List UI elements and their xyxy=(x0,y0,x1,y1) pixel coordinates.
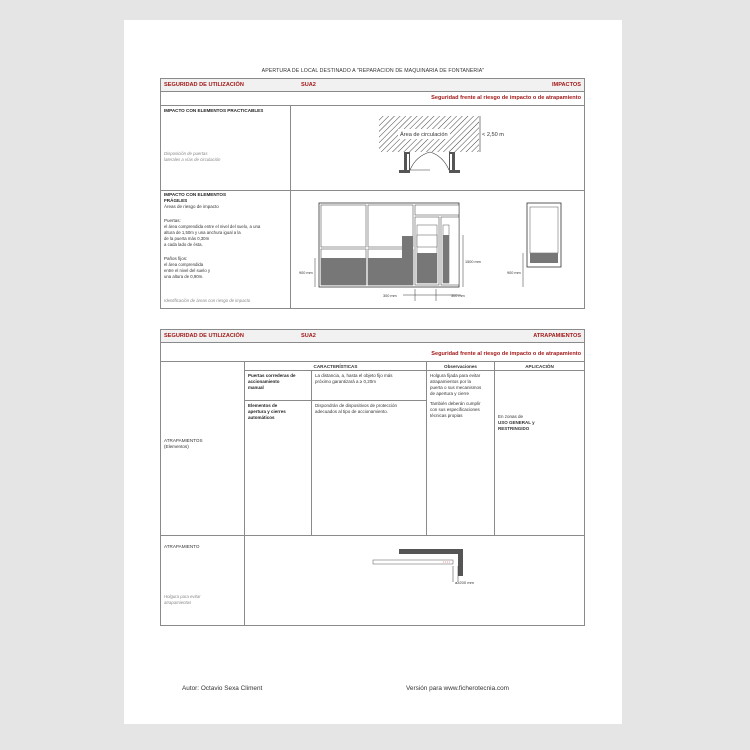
fixed-panes-text-3: una altura de 0,90m. xyxy=(164,274,204,279)
impactos-header-title: IMPACTOS xyxy=(551,82,581,88)
atrapamientos-table xyxy=(160,329,585,626)
doors-text-4: a cada lado de ésta. xyxy=(164,242,203,247)
dim-door-height: 1500 mm xyxy=(465,260,481,264)
fixed-wall-side xyxy=(458,549,463,576)
impactos-table xyxy=(160,78,585,309)
impacto-fragiles-title-1: IMPACTO CON ELEMENTOS xyxy=(164,192,227,197)
impacto-fragiles-note: Identificación de áreas con riesgo de impacto xyxy=(164,298,251,303)
atrapamientos-header-code: SUA2 xyxy=(301,333,316,339)
impactos-header xyxy=(161,79,585,92)
glass-facade-diagram xyxy=(291,191,585,307)
item-description-cell: La distancia, a, hasta el objeto fijo más próximo garantizará a ≥ 0,20m xyxy=(312,371,427,401)
atrapamientos-header-section: SEGURIDAD DE UTILIZACIÓN xyxy=(164,333,244,339)
footer-version: Versión para www.ficherotecnia.com xyxy=(406,685,510,692)
door-swing-diagram xyxy=(291,106,585,189)
col-header-aplicacion: APLICACIÓN xyxy=(495,362,585,371)
impacto-practicables-diagram-cell xyxy=(291,106,585,191)
doors-text-1: el área comprendida entre el nivel del suelo, a una xyxy=(164,224,261,229)
atrapamientos-header-title: ATRAPAMIENTOS xyxy=(533,333,582,339)
impacto-practicables-note-2: laterales a vías de circulación xyxy=(164,157,221,162)
col-header-observaciones: Observaciones xyxy=(427,362,495,371)
atrapamientos-row-label-1: ATRAPAMIENTOS xyxy=(164,438,203,443)
fixed-pane-risk-area-2 xyxy=(368,258,413,285)
atrapamiento-label-cell xyxy=(161,536,245,626)
doors-text-3: de la puerta más 0,30m xyxy=(164,236,210,241)
circulation-area-label: Área de circulación xyxy=(400,132,448,138)
impacto-fragiles-label-cell xyxy=(161,191,291,309)
gap-dim-label: a≥200 mm xyxy=(455,580,474,585)
dim-window-height: 900 mm xyxy=(507,271,521,275)
doors-text-2: altura de 1,50m y una anchura igual a la xyxy=(164,230,241,235)
doors-heading: Puertas: xyxy=(164,218,181,223)
item-description-cell: Dispondrán de dispositivos de protección adecuados al tipo de accionamiento. xyxy=(312,401,427,536)
impactos-header-code: SUA2 xyxy=(301,82,316,88)
door-risk-area xyxy=(417,253,437,283)
atrapamientos-subtitle: Seguridad frente al riesgo de impacto o de atrapamiento xyxy=(431,351,582,357)
aplicacion-cell: En zonas de USO GENERAL y RESTRINGIDO xyxy=(495,371,585,536)
document-page xyxy=(124,20,622,724)
impacto-practicables-title: IMPACTO CON ELEMENTOS PRACTICABLES xyxy=(164,108,264,113)
atrapamientos-row-label-2: (Elementos) xyxy=(164,444,189,449)
fixed-panes-text-1: el área comprendida xyxy=(164,262,204,267)
door-swing-arc-left xyxy=(410,152,430,170)
sliding-door-gap-diagram xyxy=(245,536,585,624)
col-header-caracteristicas: CARACTERÍSTICAS xyxy=(245,362,427,371)
footer-author: Autor: Octavio Sexa Climent xyxy=(182,685,263,692)
sliding-door-leaf xyxy=(373,560,453,564)
fixed-panes-heading: Paños fijos: xyxy=(164,256,188,261)
atrapamiento-note-1: Holgura para evitar xyxy=(164,594,201,599)
dim-lateral-right: 300 mm xyxy=(451,294,465,298)
fixed-wall-top xyxy=(399,549,463,554)
impacto-practicables-label-cell xyxy=(161,106,291,191)
atrapamiento-title: ATRAPAMIENTO xyxy=(164,544,200,549)
impactos-subtitle: Seguridad frente al riesgo de impacto o de atrapamiento xyxy=(431,95,581,101)
impacto-fragiles-subtitle: Áreas de riesgo de impacto xyxy=(164,204,219,209)
dim-fixed-pane-height: 900 mm xyxy=(299,271,313,275)
impactos-subtitle-row xyxy=(161,92,585,106)
fixed-pane-risk-area-1 xyxy=(321,258,366,285)
atrapamientos-header xyxy=(161,330,585,343)
door-swing-arc-right xyxy=(430,152,449,170)
document-title: APERTURA DE LOCAL DESTINADO A "REPARACION DE MAQUINARIA DE FONTANERIA" xyxy=(261,68,485,74)
atrapamiento-note-2: atrapamientos xyxy=(164,600,192,605)
impacto-fragiles-diagram-cell xyxy=(291,191,585,309)
circulation-width-dim: < 2,50 m xyxy=(482,132,504,138)
atrapamiento-diagram-cell xyxy=(245,536,585,626)
impacto-fragiles-title-2: FRÁGILES xyxy=(164,198,188,203)
atrapamientos-row-label-cell xyxy=(161,362,245,536)
impacto-practicables-note-1: Disposición de puertas xyxy=(164,151,208,156)
item-element-cell: Elementos de apertura y cierres automáticos xyxy=(245,401,312,536)
item-element-cell: Puertas correderas de accionamiento manual xyxy=(245,371,312,401)
fixed-panes-text-2: entre el nivel del suelo y xyxy=(164,268,211,273)
atrapamientos-subtitle-row xyxy=(161,343,585,362)
dim-lateral-left: 300 mm xyxy=(383,294,397,298)
impactos-header-section: SEGURIDAD DE UTILIZACIÓN xyxy=(164,82,244,88)
observaciones-cell: Holgura fijada para evitar atrapamientos por la puerta o sus mecanismos de apertura y cierre También deberán cumplir con sus especificaciones técnicas propias xyxy=(427,371,495,536)
